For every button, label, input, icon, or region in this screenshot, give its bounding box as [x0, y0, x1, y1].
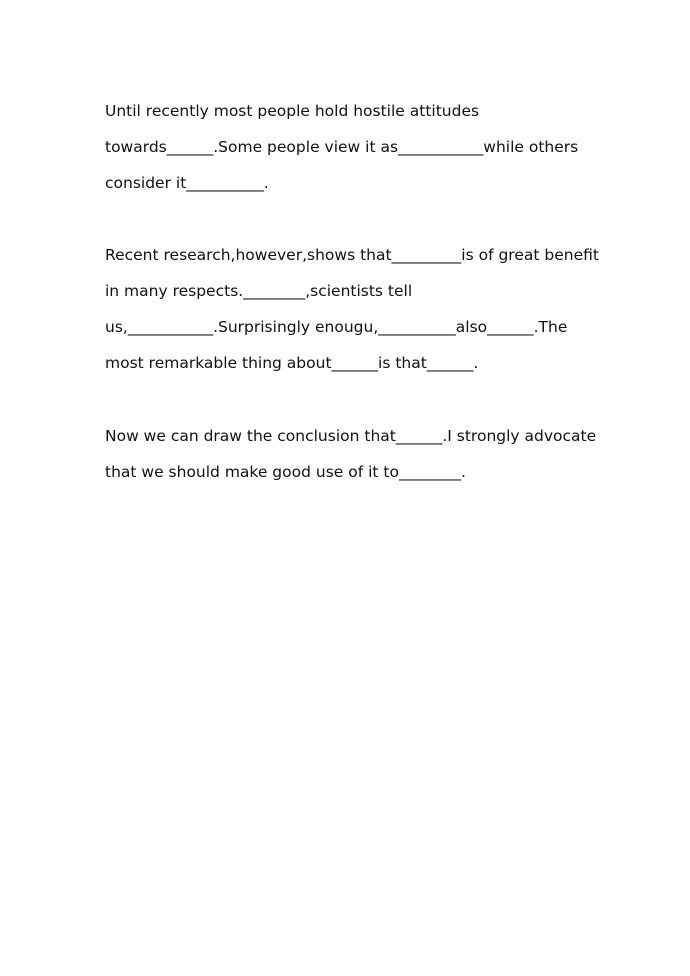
text-line: consider it__________. — [105, 174, 269, 192]
text-line: Until recently most people hold hostile attitudes — [105, 102, 480, 120]
text-line: most remarkable thing about______is that______. — [105, 354, 479, 372]
text-line: that we should make good use of it to________. — [105, 463, 466, 481]
text-line: in many respects.________,scientists tell — [105, 282, 413, 300]
text-line: Recent research,however,shows that_________is of great benefit — [105, 246, 599, 264]
text-line: towards______.Some people view it as___________while others — [105, 138, 579, 156]
text-line: us,___________.Surprisingly enougu,__________also______.The — [105, 318, 568, 336]
text-line: Now we can draw the conclusion that______.I strongly advocate — [105, 427, 597, 445]
